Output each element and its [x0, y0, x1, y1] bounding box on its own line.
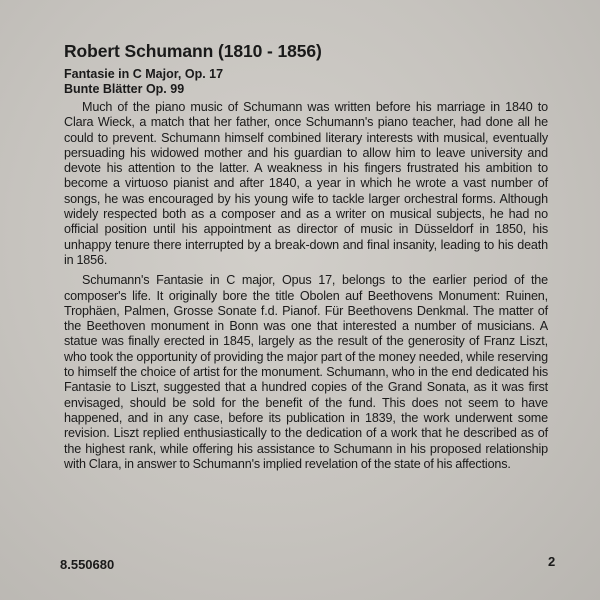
body-paragraph: Much of the piano music of Schumann was written before his marriage in 1840 to Clara Wieck, a match that her father, once Schumann's piano teacher, had done all he could to prevent. Schumann himself combined literary interests with musical, eventually persuading his widowed mother and his guardian to allow him to leave university and devote his attention to the latter. A weakness in his fingers frustrated his ambition to become a virtuoso pianist and after 1840, a year in which he wrote a vast number of songs, he was encouraged by his young wife to tackle larger orchestral forms. Although widely respected both as a composer and as a writer on musical subjects, he had no official position until his appointment as director of music in Düsseldorf in 1850, his unhappy tenure there interrupted by a break-down and final insanity, leading to his death in 1856. [64, 100, 548, 267]
work-title: Bunte Blätter Op. 99 [64, 82, 185, 96]
page-number: 2 [548, 554, 556, 569]
catalog-number: 8.550680 [60, 557, 115, 572]
works-list [64, 67, 548, 97]
body-paragraph: Schumann's Fantasie in C major, Opus 17, belongs to the earlier period of the composer's life. It originally bore the title Obolen auf Beethovens Monument: Ruinen, Trophäen, Palmen, Grosse Sonate f.d. Pianof. Für Beethovens Denkmal. The matter of the Beethoven monument in Bonn was one that interested a number of musicians. A statue was finally erected in 1845, largely as the result of the generosity of Franz Liszt, who took the opportunity of providing the major part of the money needed, while reserving to himself the choice of artist for the monument. Schumann, who in the end dedicated his Fantasie to Liszt, suggested that a hundred copies of the Grand Sonata, as it was first envisaged, should be sold for the benefit of the fund. This does not seem to have happened, and in any case, before its publication in 1839, the work underwent some revision. Liszt replied enthusiastically to the dedication of a work that he described as of the highest rank, while offering his assistance to Schumann in his proposed relationship with Clara, in answer to Schumann's implied revelation of the state of his affections. [64, 273, 548, 471]
work-title: Fantasie in C Major, Op. 17 [64, 67, 224, 81]
composer-heading: Robert Schumann (1810 - 1856) [64, 41, 322, 61]
booklet-page [64, 40, 548, 477]
